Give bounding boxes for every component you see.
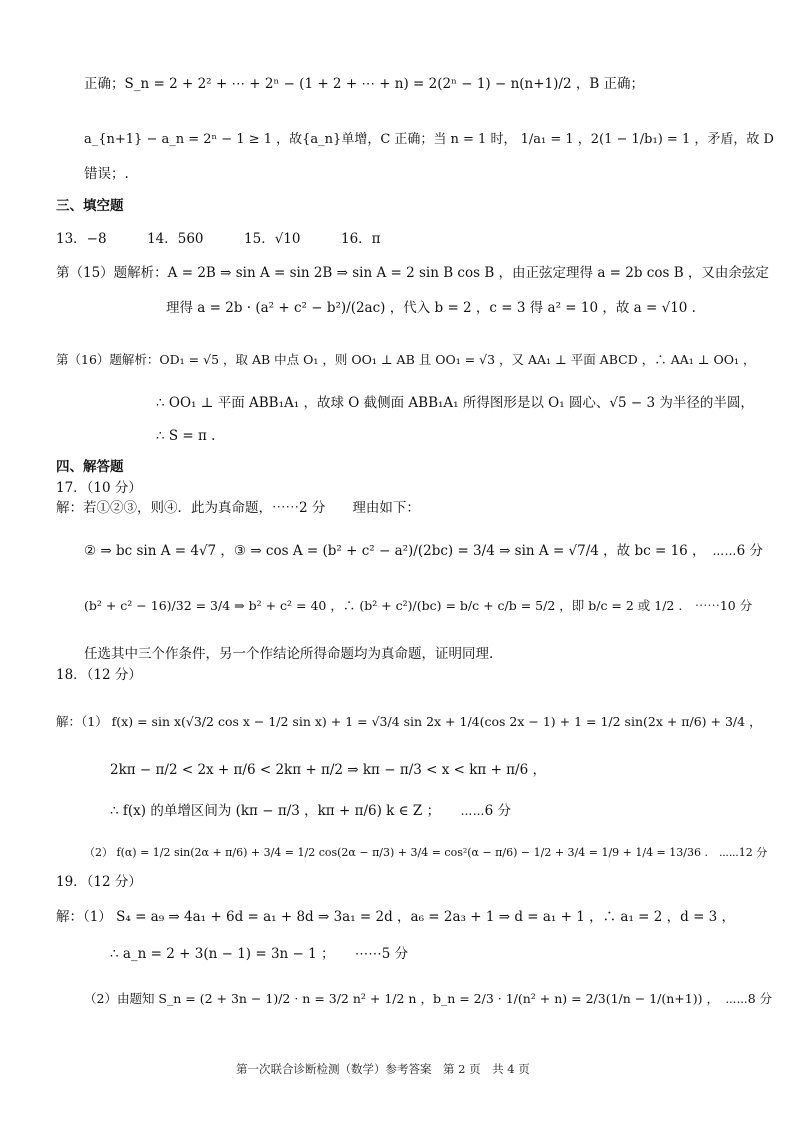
text-line-21: （2） f(α) = 1/2 sin(2α + π/6) + 3/4 = 1/2 cos(2α − π/3) + 3/4 = cos²(α − π/6) − 1/2 + 3/4 = 1/9 + 1/4 = 13/36 . ⋯⋯12 分 <box>84 846 768 859</box>
text-line-25: （2）由题知 S_n = (2 + 3n − 1)/2 · n = 3/2 n² + 1/2 n ，b_n = 2/3 · 1/(n² + n) = 2/3(1/n − 1/(n+1)) ， ⋯⋯8 分 <box>84 991 773 1006</box>
text-line-14: ② ⇒ bc sin A = 4√7 ，③ ⇒ cos A = (b² + c² − a²)/(2bc) = 3/4 ⇒ sin A = √7/4 ，故 bc = 16 ， ⋯⋯6 分 <box>84 543 763 559</box>
section-heading-solutions: 四、解答题 <box>56 459 124 475</box>
text-line-1: 正确；S_n = 2 + 2² + ⋯ + 2ⁿ − (1 + 2 + ⋯ + n) = 2(2ⁿ − 1) − n(n+1)/2 ，B 正确； <box>84 76 645 92</box>
page-footer: 第一次联合诊断检测（数学）参考答案 第 2 页 共 4 页 <box>236 1062 530 1076</box>
text-line-3: 错误；. <box>84 166 129 182</box>
text-line-8: 第（16）题解析：OD₁ = √5 ，取 AB 中点 O₁ ，则 OO₁ ⊥ AB 且 OO₁ = √3 ，又 AA₁ ⊥ 平面 ABCD ，∴ AA₁ ⊥ OO₁ ， <box>56 352 756 367</box>
text-line-13: 解：若①②③，则④．此为真命题，⋯⋯2 分 理由如下： <box>56 500 420 516</box>
text-line-23: 解：（1） S₄ = a₉ ⇒ 4a₁ + 6d = a₁ + 8d ⇒ 3a₁ = 2d ，a₆ = 2a₃ + 1 ⇒ d = a₁ + 1 ，∴ a₁ = 2 ，d = 3 ， <box>56 909 736 925</box>
text-line-17: 18．（12 分） <box>56 667 142 683</box>
text-line-7: 理得 a = 2b · (a² + c² − b²)/(2ac) ，代入 b = 2 ，c = 3 得 a² = 10 ，故 a = √10 . <box>166 300 696 316</box>
text-line-9: ∴ OO₁ ⊥ 平面 ABB₁A₁ ，故球 O 截侧面 ABB₁A₁ 所得图形是以 O₁ 圆心、√5 − 3 为半径的半圆， <box>156 395 754 411</box>
text-line-24: ∴ a_n = 2 + 3(n − 1) = 3n − 1 ； ⋯⋯5 分 <box>110 946 409 962</box>
text-line-10: ∴ S = π . <box>156 428 216 444</box>
text-line-18: 解：（1） f(x) = sin x(√3/2 cos x − 1/2 sin x) + 1 = √3/4 sin 2x + 1/4(cos 2x − 1) + 1 = 1/2 sin(2x + π/6) + 3/4 ， <box>56 714 762 729</box>
text-line-6: 第（15）题解析：A = 2B ⇒ sin A = sin 2B ⇒ sin A = 2 sin B cos B ，由正弦定理得 a = 2b cos B ，又由余弦定 <box>56 265 769 281</box>
text-line-2: a_{n+1} − a_n = 2ⁿ − 1 ≥ 1 ，故{a_n}单增，C 正确；当 n = 1 时， 1/a₁ = 1 ，2(1 − 1/b₁) = 1 ，矛盾，故 D <box>84 132 774 147</box>
text-line-20: ∴ f(x) 的单增区间为 (kπ − π/3 ，kπ + π/6) k ∈ Z ； ⋯⋯6 分 <box>110 803 511 819</box>
text-line-15: (b² + c² − 16)/32 = 3/4 ⇒ b² + c² = 40 ，∴ (b² + c²)/(bc) = b/c + c/b = 5/2 ，即 b/c = 2 或 1/2 . ⋯⋯10 分 <box>84 598 753 613</box>
text-line-12: 17．（10 分） <box>56 480 142 496</box>
text-line-19: 2kπ − π/2 < 2x + π/6 < 2kπ + π/2 ⇒ kπ − π/3 < x < kπ + π/6 ， <box>110 762 546 778</box>
text-line-16: 任选其中三个作条件，另一个作结论所得命题均为真命题，证明同理. <box>84 646 494 662</box>
text-line-5: 13．−8 14．560 15．√10 16．π <box>56 231 381 247</box>
section-heading-fill-in: 三、填空题 <box>56 198 124 214</box>
text-line-22: 19．（12 分） <box>56 874 142 890</box>
